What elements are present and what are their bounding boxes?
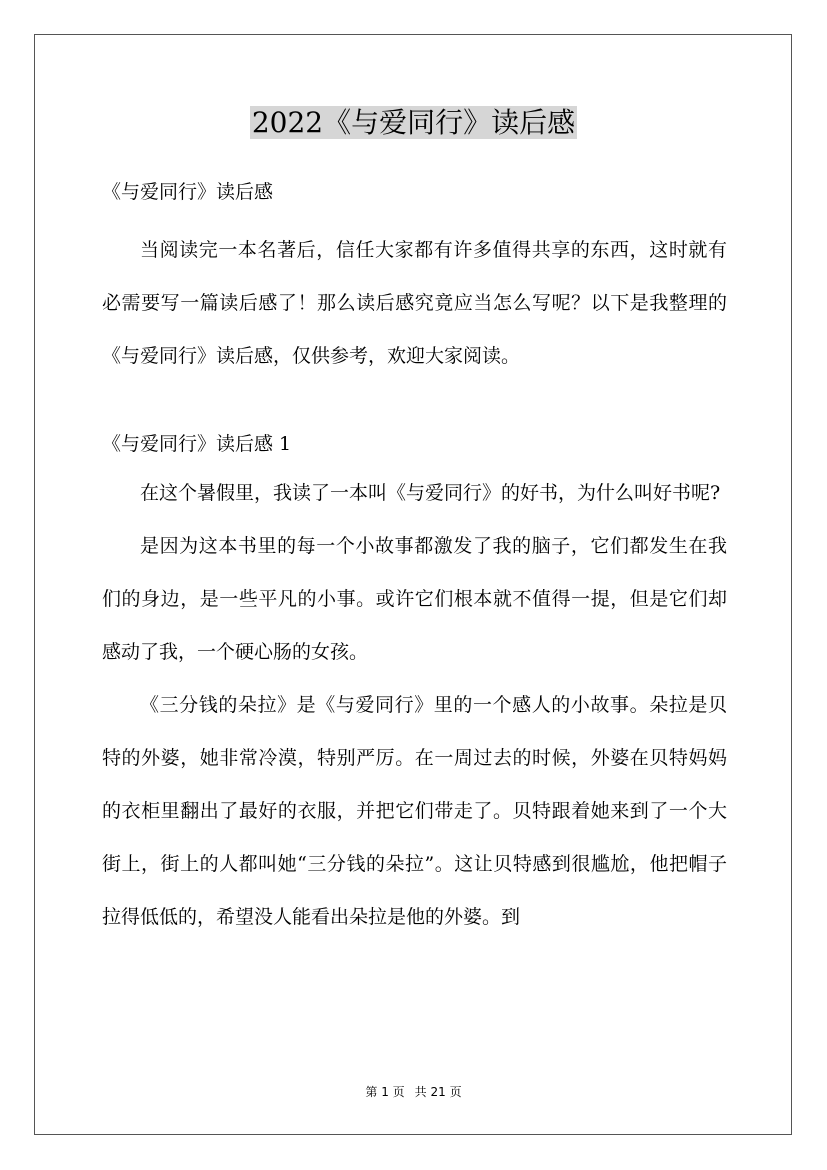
spacer xyxy=(102,209,727,224)
intro-heading: 《与爱同行》读后感 xyxy=(102,181,274,203)
document-title xyxy=(0,103,827,143)
body-paragraph: 《三分钱的朵拉》是《与爱同行》里的一个感人的小故事。朵拉是贝特的外婆，她非常冷漠，特别严厉。在一周过去的时候，外婆在贝特妈妈的衣柜里翻出了最好的衣服，并把它们带走了。贝特跟着她来到了一个大街上，街上的人都叫她“三分钱的朵拉”。这让贝特感到很尴尬，他把帽子拉得低低的，希望没人能看出朵拉是他的外婆。到 xyxy=(102,694,727,928)
body-paragraph: 在这个暑假里，我读了一本叫《与爱同行》的好书，为什么叫好书呢? xyxy=(140,482,721,504)
page-total: 共 21 页 xyxy=(414,1085,462,1099)
intro-paragraph: 当阅读完一本名著后，信任大家都有许多值得共享的东西，这时就有必需要写一篇读后感了！那么读后感究竟应当怎么写呢？以下是我整理的《与爱同行》读后感，仅供参考，欢迎大家阅读。 xyxy=(102,239,727,367)
document-title-text: 2022《与爱同行》读后感 xyxy=(251,106,576,139)
document-body xyxy=(102,175,727,944)
spacer xyxy=(102,383,727,427)
body-paragraph: 是因为这本书里的每一个小故事都激发了我的脑子，它们都发生在我们的身边，是一些平凡的小事。或许它们根本就不值得一提，但是它们却感动了我，一个硬心肠的女孩。 xyxy=(102,535,727,663)
page-footer xyxy=(0,1083,827,1101)
page-number: 第 1 页 xyxy=(365,1085,405,1099)
section-heading: 《与爱同行》读后感 1 xyxy=(102,433,292,455)
